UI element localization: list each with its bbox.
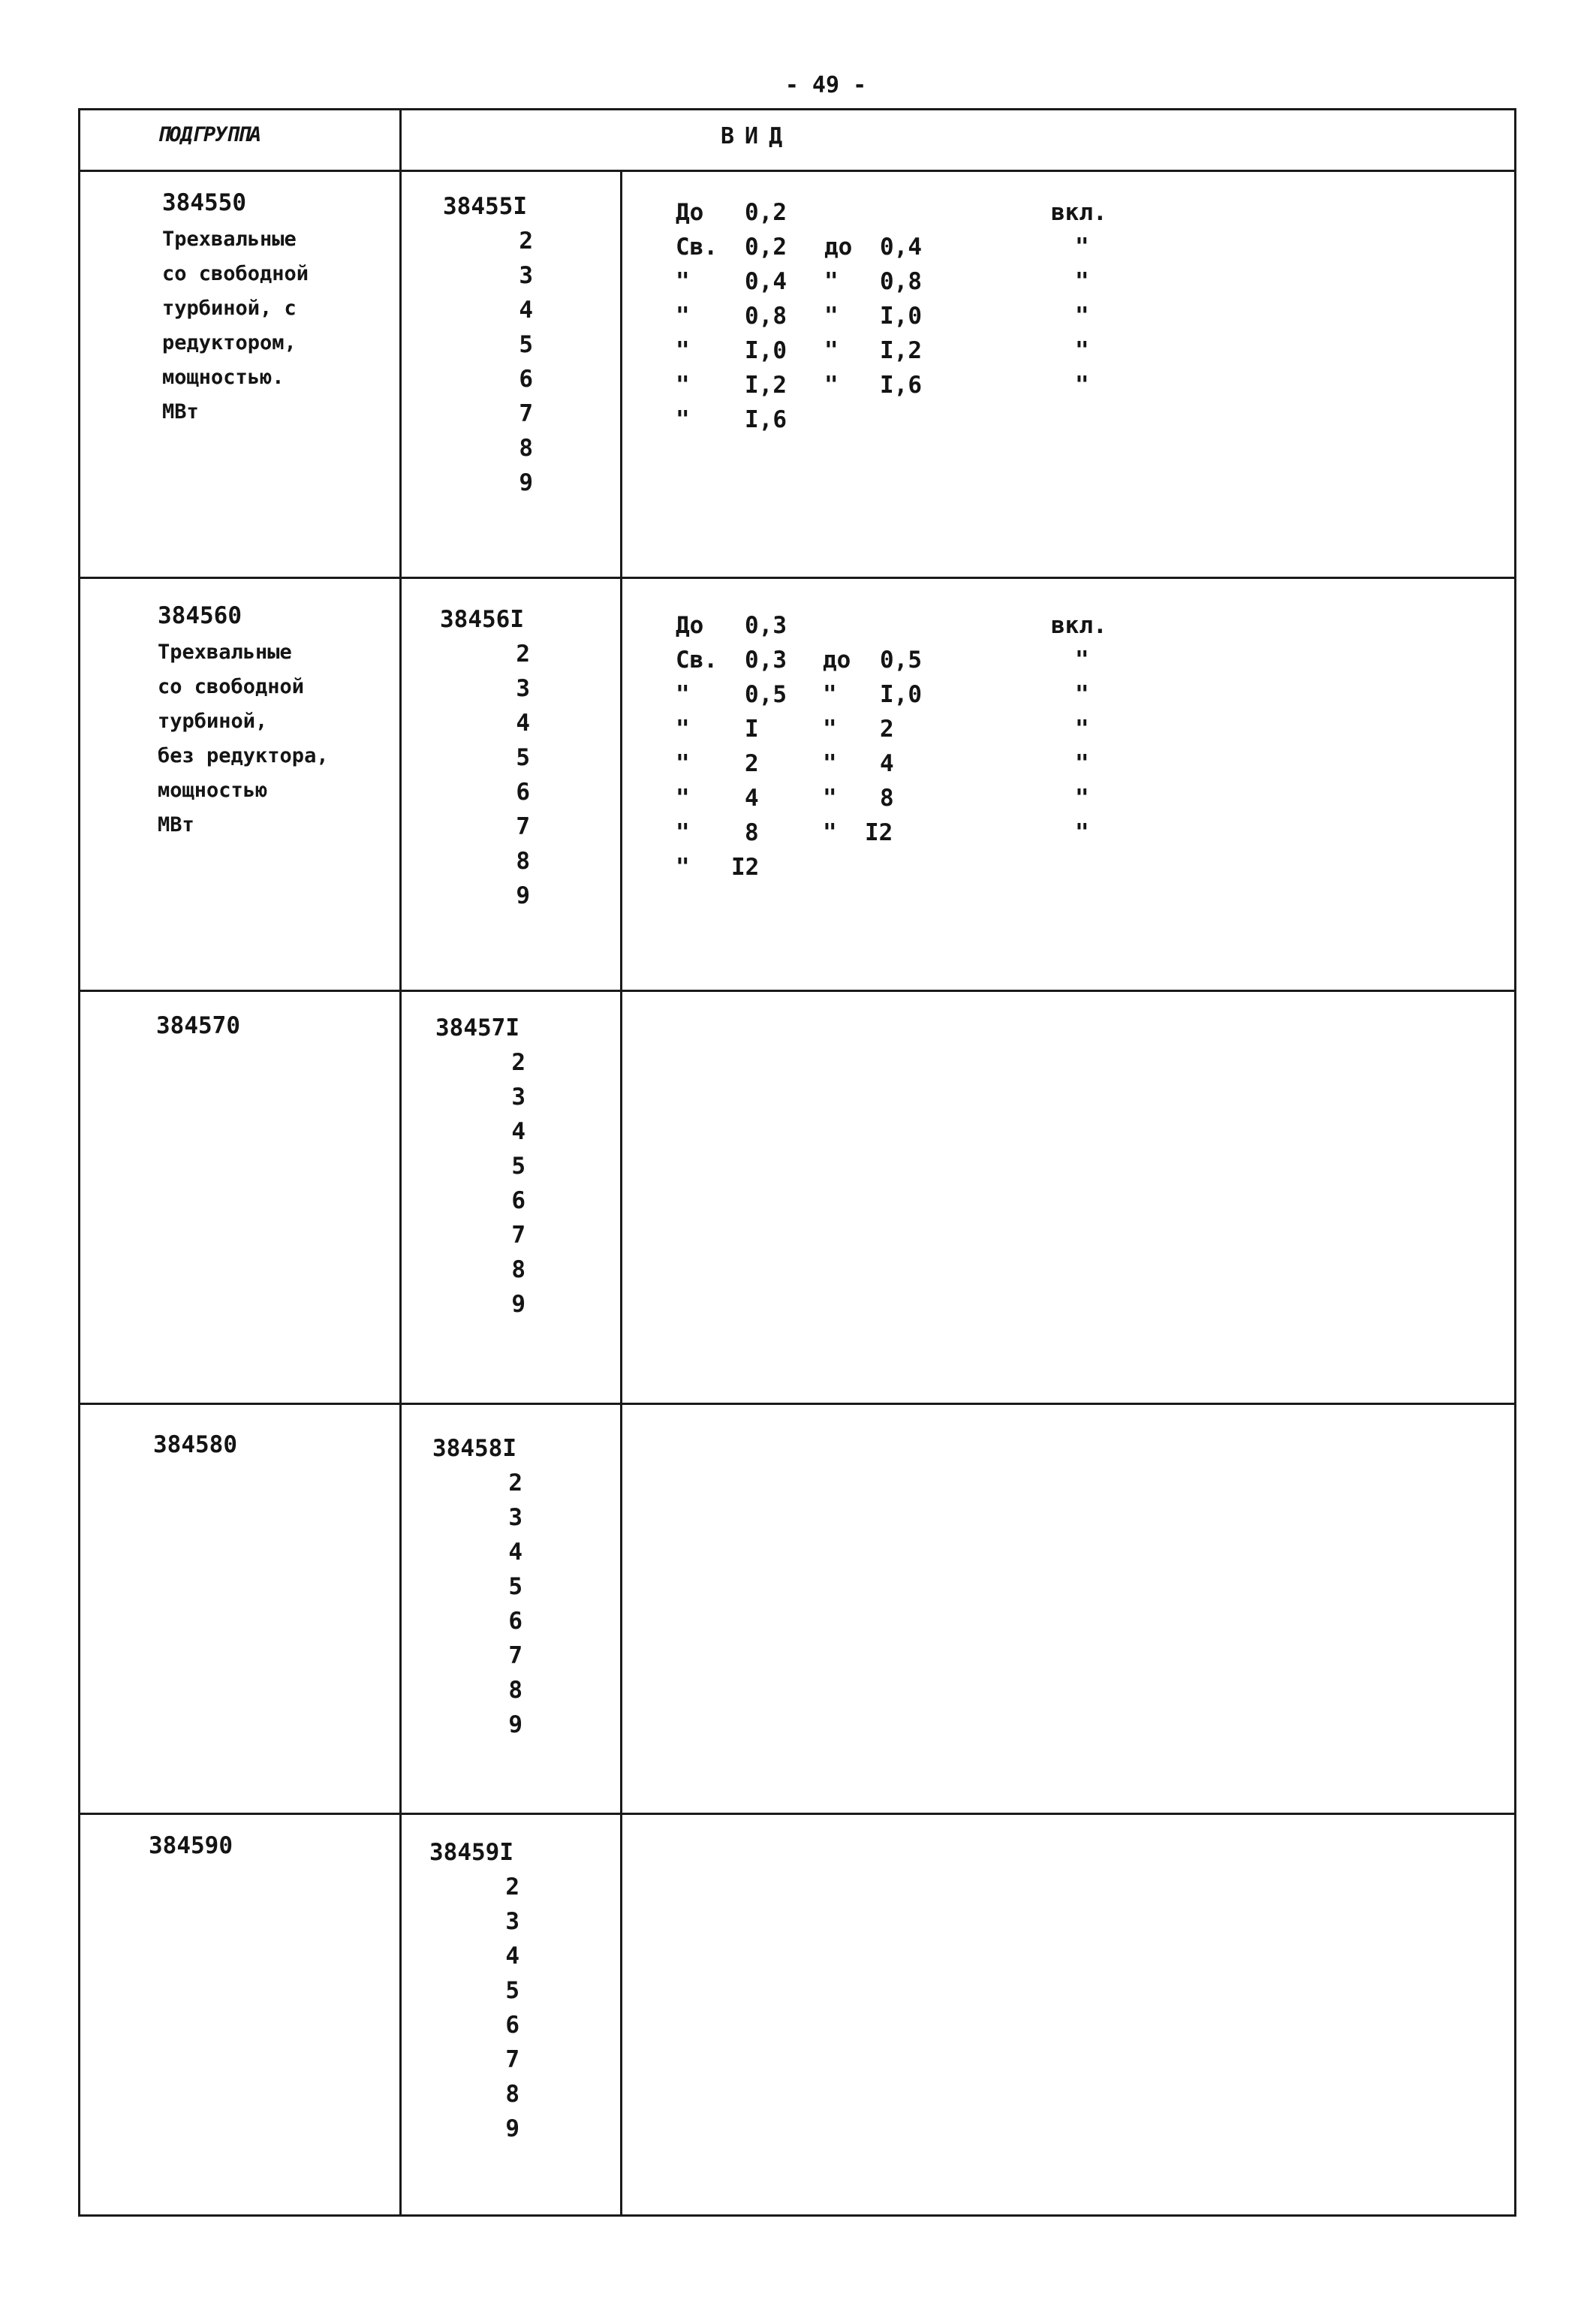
type-code: 3 <box>508 1504 522 1531</box>
description-line: мощностью. <box>162 366 285 389</box>
range-to: I,0 <box>880 303 922 330</box>
range-from: 0,4 <box>745 268 787 295</box>
type-code: 5 <box>511 1153 525 1180</box>
subgroup-code: 384570 <box>156 1012 240 1039</box>
type-code: 9 <box>505 2115 519 2142</box>
range-prefix: " <box>676 854 690 881</box>
range-incl: " <box>1075 234 1089 261</box>
range-prefix: " <box>676 681 690 708</box>
type-code: 9 <box>508 1711 522 1738</box>
column-divider-1 <box>399 110 402 2215</box>
range-prefix: Св. <box>676 647 718 674</box>
type-code: 38455I <box>443 193 527 220</box>
range-to: 0,8 <box>880 268 922 295</box>
type-code: 9 <box>519 469 533 496</box>
type-code: 4 <box>516 710 530 737</box>
type-code: 6 <box>519 366 533 393</box>
subgroup-code: 384590 <box>149 1832 233 1859</box>
type-codes <box>443 189 533 500</box>
range-from: I,6 <box>745 406 787 433</box>
type-code: 8 <box>505 2081 519 2108</box>
type-code: 6 <box>516 779 530 806</box>
range-prefix: " <box>676 785 690 812</box>
range-from: I,2 <box>745 372 787 399</box>
range-prefix: " <box>676 819 690 846</box>
type-codes <box>429 1835 519 2146</box>
range-to: 0,4 <box>880 234 922 261</box>
subgroup-description <box>158 635 329 843</box>
range-mid: " <box>824 372 839 399</box>
range-prefix: " <box>676 750 690 777</box>
description-line: Трехвальные <box>162 228 297 251</box>
range-mid: " <box>824 268 839 295</box>
type-code: 3 <box>519 262 533 289</box>
row-divider-4 <box>80 1813 1515 1815</box>
type-code: 9 <box>511 1291 525 1318</box>
range-incl: " <box>1075 372 1089 399</box>
type-code: 4 <box>508 1539 522 1566</box>
range-incl: " <box>1075 716 1089 743</box>
range-incl: вкл. <box>1051 199 1107 226</box>
range-to: 0,5 <box>880 647 922 674</box>
range-from: I,0 <box>745 337 787 364</box>
type-codes <box>440 602 530 913</box>
range-from: 2 <box>745 750 759 777</box>
type-code: 8 <box>516 848 530 875</box>
type-code: 5 <box>508 1573 522 1600</box>
subgroup-code: 384580 <box>153 1431 237 1458</box>
range-from: 0,2 <box>745 234 787 261</box>
range-to: I,2 <box>880 337 922 364</box>
description-line: МВт <box>158 813 194 836</box>
range-to: I,0 <box>880 681 922 708</box>
type-code: 2 <box>516 641 530 668</box>
range-mid: " <box>823 750 837 777</box>
type-code: 38459I <box>429 1839 513 1866</box>
row-divider-2 <box>80 990 1515 992</box>
type-code: 4 <box>511 1118 525 1145</box>
type-code: 3 <box>511 1084 525 1111</box>
type-code: 9 <box>516 882 530 909</box>
header-divider <box>80 170 1515 172</box>
type-code: 6 <box>505 2012 519 2039</box>
type-code: 6 <box>511 1187 525 1214</box>
description-line: со свободной <box>162 262 309 285</box>
range-incl: " <box>1075 750 1089 777</box>
range-prefix: До <box>676 199 704 226</box>
range-prefix: " <box>676 303 690 330</box>
type-code: 3 <box>505 1908 519 1935</box>
range-mid: до <box>824 234 853 261</box>
range-mid: " <box>824 337 839 364</box>
type-codes <box>435 1011 525 1322</box>
range-prefix: " <box>676 406 690 433</box>
range-incl: " <box>1075 303 1089 330</box>
type-code: 2 <box>519 228 533 255</box>
range-from: 0,8 <box>745 303 787 330</box>
type-code: 5 <box>519 331 533 358</box>
type-code: 7 <box>519 400 533 427</box>
range-from: I <box>745 716 759 743</box>
type-code: 2 <box>505 1873 519 1901</box>
row-divider-3 <box>80 1403 1515 1405</box>
row-divider-1 <box>80 577 1515 579</box>
range-mid: " <box>823 716 837 743</box>
description-line: со свободной <box>158 675 305 698</box>
header-vid: ВИД <box>721 123 793 149</box>
range-mid: до <box>823 647 851 674</box>
range-prefix: Св. <box>676 234 718 261</box>
type-code: 7 <box>508 1642 522 1669</box>
range-mid: " <box>823 785 837 812</box>
type-code: 8 <box>511 1256 525 1283</box>
range-incl: " <box>1075 819 1089 846</box>
type-code: 4 <box>519 297 533 324</box>
range-to: 4 <box>880 750 894 777</box>
type-code: 4 <box>505 1943 519 1970</box>
type-code: 7 <box>511 1222 525 1249</box>
range-prefix: " <box>676 716 690 743</box>
subgroup-code: 384550 <box>162 189 246 216</box>
header-subgroup: ПОДГРУППА <box>158 123 261 146</box>
range-prefix: " <box>676 372 690 399</box>
range-to: I,6 <box>880 372 922 399</box>
range-mid: " <box>823 819 837 846</box>
type-code: 38456I <box>440 606 524 633</box>
range-incl: " <box>1075 337 1089 364</box>
range-incl: " <box>1075 268 1089 295</box>
range-from: 0,3 <box>745 612 787 639</box>
subgroup-code: 384560 <box>158 602 242 629</box>
type-code: 8 <box>519 435 533 462</box>
range-mid: " <box>824 303 839 330</box>
range-incl: вкл. <box>1051 612 1107 639</box>
range-to: 8 <box>880 785 894 812</box>
type-code: 7 <box>505 2046 519 2073</box>
description-line: без редуктора, <box>158 744 329 767</box>
range-from: 0,3 <box>745 647 787 674</box>
range-from: 4 <box>745 785 759 812</box>
type-codes <box>432 1431 522 1742</box>
range-from: I2 <box>731 854 760 881</box>
subgroup-description <box>162 222 309 430</box>
range-mid: " <box>823 681 837 708</box>
range-prefix: " <box>676 337 690 364</box>
range-from: 0,2 <box>745 199 787 226</box>
page-number: - 49 - <box>784 72 867 98</box>
description-line: турбиной, <box>158 710 268 733</box>
type-code: 5 <box>516 744 530 771</box>
range-prefix: До <box>676 612 704 639</box>
range-from: 8 <box>745 819 759 846</box>
range-to: I2 <box>865 819 893 846</box>
type-code: 6 <box>508 1608 522 1635</box>
type-code: 38458I <box>432 1435 516 1462</box>
description-line: турбиной, с <box>162 297 297 320</box>
range-prefix: " <box>676 268 690 295</box>
description-line: редуктором, <box>162 331 297 354</box>
range-to: 2 <box>880 716 894 743</box>
type-code: 5 <box>505 1977 519 2004</box>
type-code: 38457I <box>435 1014 519 1041</box>
column-divider-2 <box>620 170 622 2215</box>
description-line: МВт <box>162 400 199 424</box>
description-line: Трехвальные <box>158 641 292 664</box>
range-from: 0,5 <box>745 681 787 708</box>
range-incl: " <box>1075 681 1089 708</box>
range-incl: " <box>1075 647 1089 674</box>
type-code: 7 <box>516 813 530 840</box>
type-code: 3 <box>516 675 530 702</box>
type-code: 2 <box>508 1470 522 1497</box>
type-code: 2 <box>511 1049 525 1076</box>
type-code: 8 <box>508 1677 522 1704</box>
description-line: мощностью <box>158 779 268 802</box>
range-incl: " <box>1075 785 1089 812</box>
